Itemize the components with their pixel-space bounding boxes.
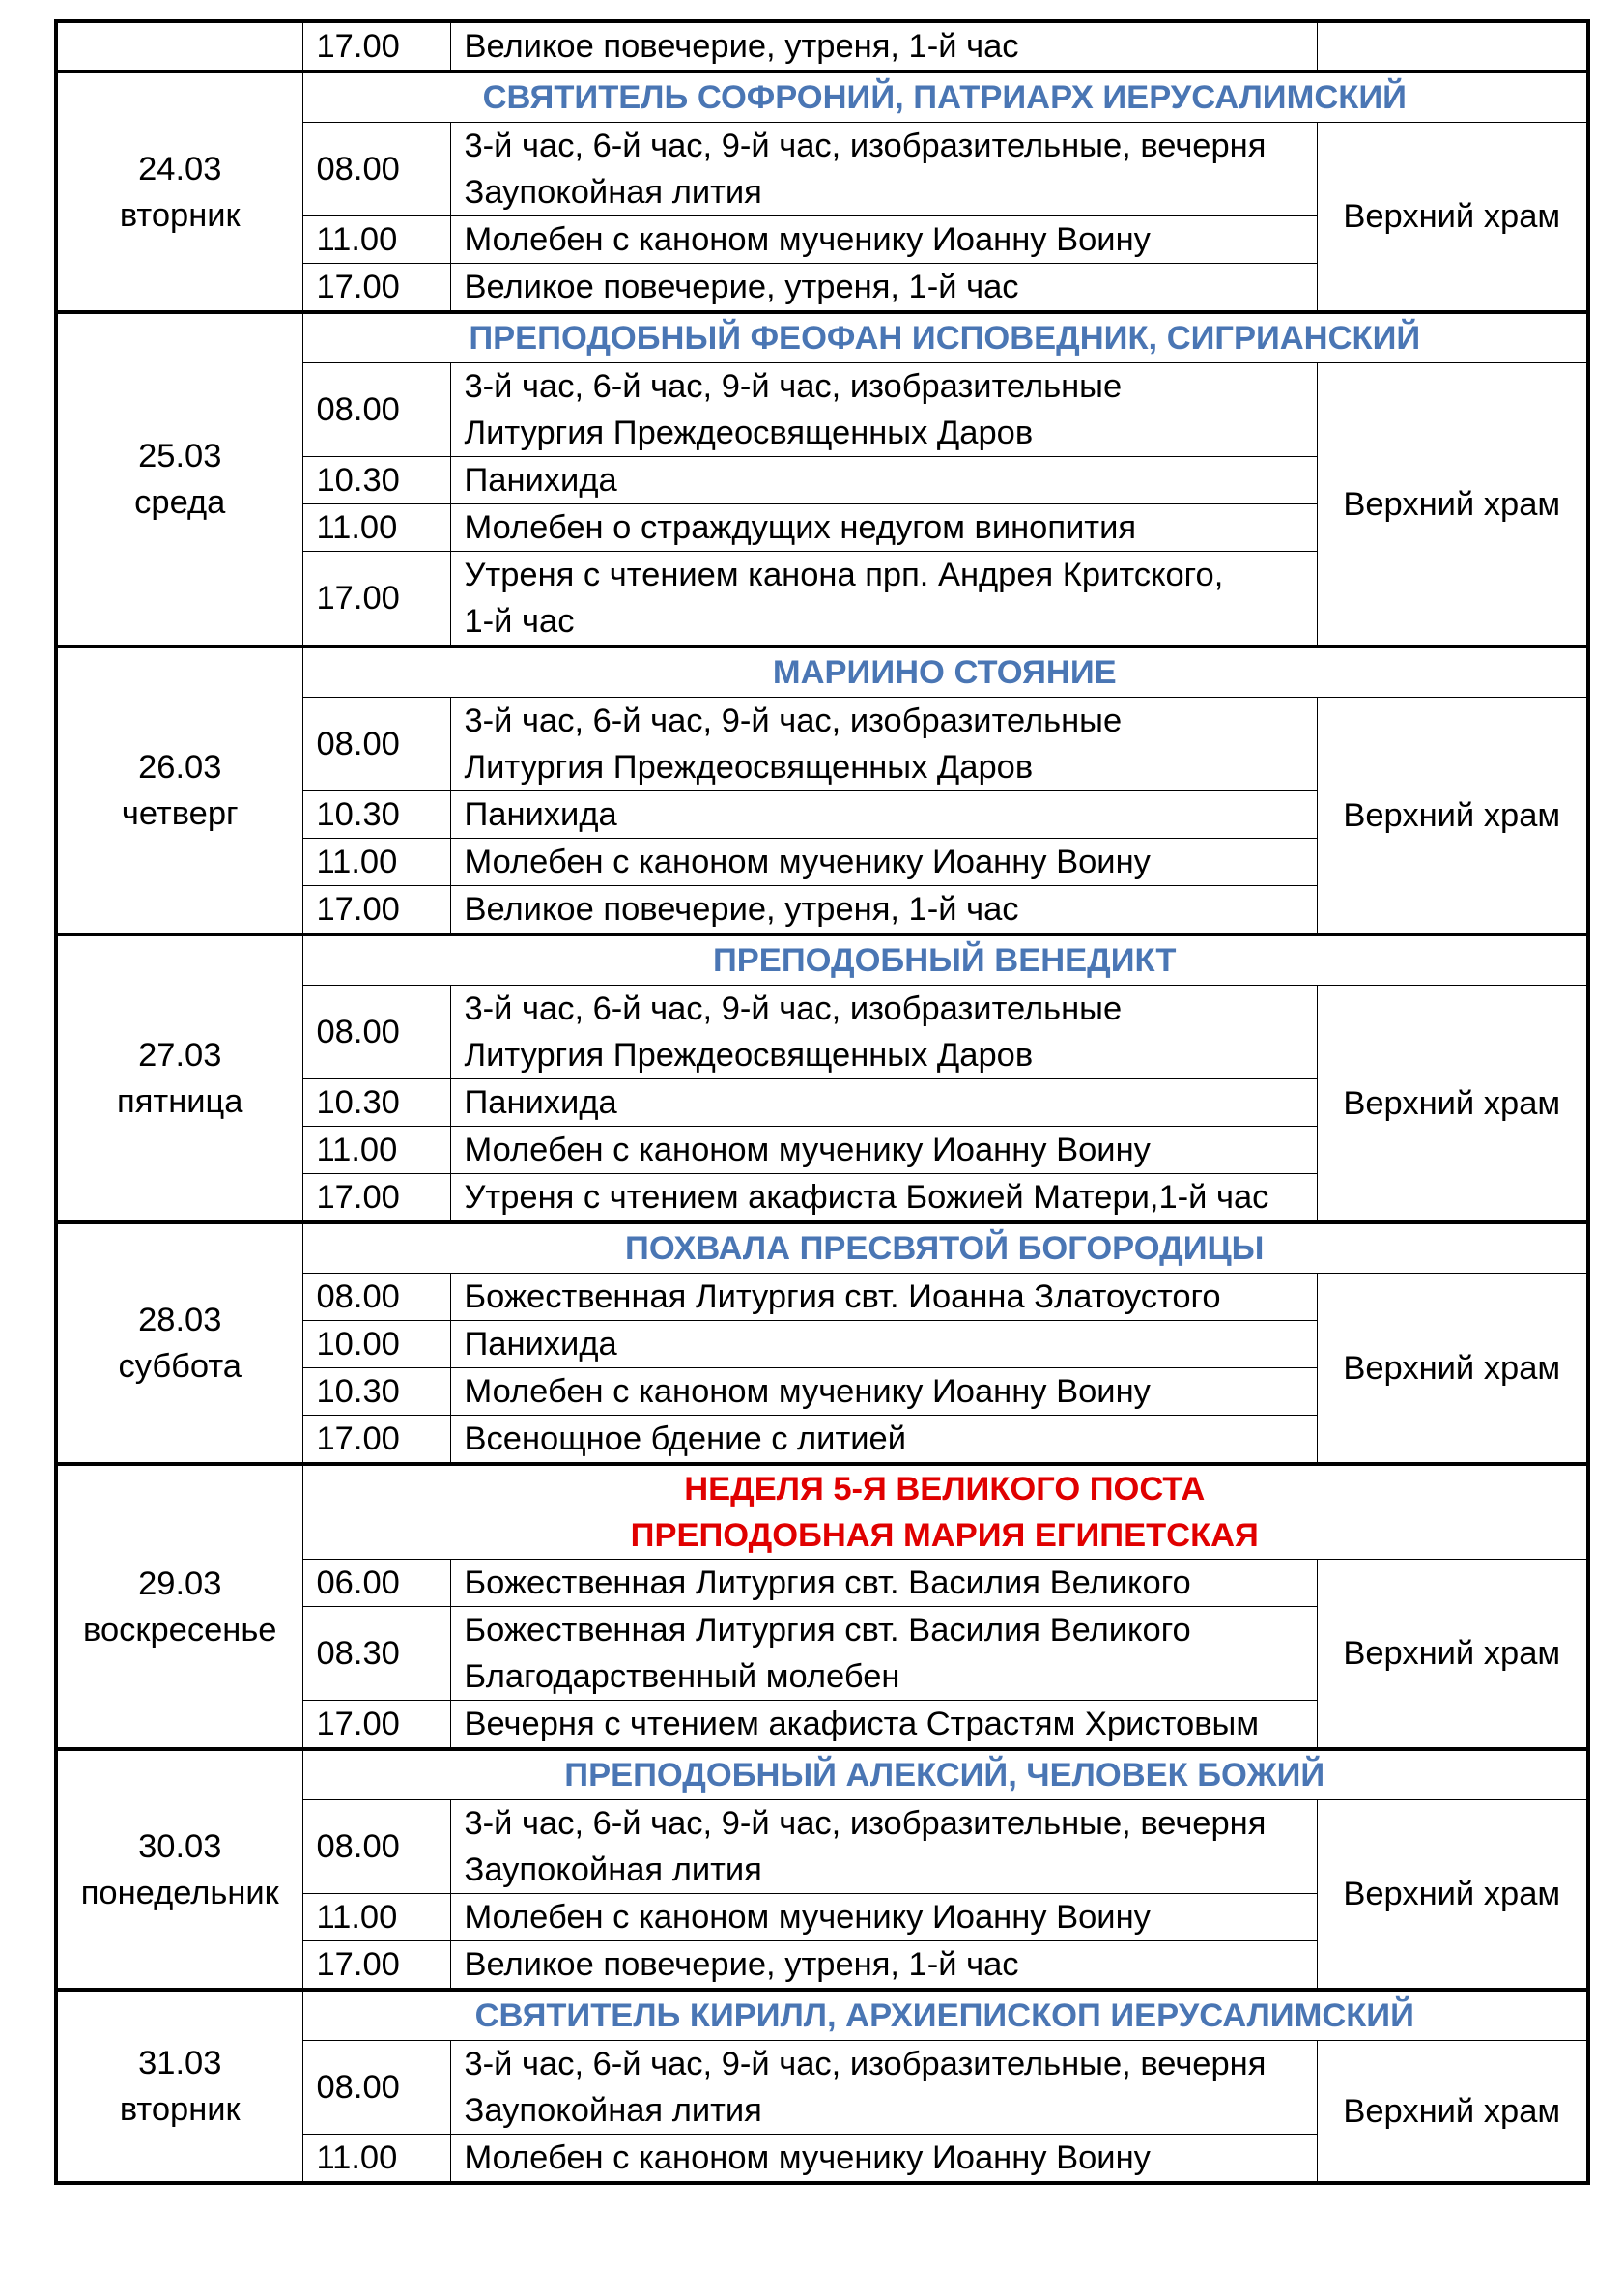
service-name	[450, 1701, 1317, 1750]
day-date: 30.03	[138, 1827, 222, 1865]
service-line: Панихида	[464, 796, 617, 833]
service-name	[450, 1560, 1317, 1607]
day-weekday: пятница	[117, 1083, 243, 1120]
day-date-cell	[56, 72, 302, 312]
feast-title	[302, 1749, 1588, 1800]
service-time: 17.00	[302, 1416, 450, 1465]
feast-title-line: ПРЕПОДОБНЫЙ АЛЕКСИЙ, ЧЕЛОВЕК БОЖИЙ	[564, 1757, 1325, 1794]
place-cell: Верхний храм	[1317, 2041, 1588, 2184]
service-line: Молебен с каноном мученику Иоанну Воину	[464, 1899, 1151, 1936]
service-name	[450, 1941, 1317, 1991]
place-cell: Верхний храм	[1317, 1560, 1588, 1750]
service-line: Панихида	[464, 1326, 617, 1363]
service-time: 08.00	[302, 698, 450, 791]
feast-title	[302, 1990, 1588, 2041]
service-line: Панихида	[464, 462, 617, 499]
place-cell: Верхний храм	[1317, 986, 1588, 1223]
day-weekday: четверг	[121, 795, 239, 832]
day-date: 29.03	[138, 1564, 222, 1602]
feast-title	[302, 1222, 1588, 1274]
day-date: 24.03	[138, 150, 222, 187]
service-line: 3-й час, 6-й час, 9-й час, изобразительные, вечерня	[464, 128, 1267, 164]
top-row	[56, 21, 1588, 72]
day-date: 27.03	[138, 1037, 222, 1074]
service-time: 11.00	[302, 2135, 450, 2184]
day-date-cell	[56, 1464, 302, 1749]
service-name	[450, 1368, 1317, 1416]
day-header-row	[56, 934, 1588, 986]
day-header-row	[56, 1464, 1588, 1560]
service-time: 17.00	[302, 552, 450, 647]
service-name	[450, 216, 1317, 264]
service-name	[450, 504, 1317, 552]
service-line: Литургия Преждеосвященных Даров	[464, 1037, 1034, 1074]
service-time: 11.00	[302, 1894, 450, 1941]
service-time: 10.30	[302, 791, 450, 839]
service-time: 08.00	[302, 1274, 450, 1321]
service-time: 17.00	[302, 1701, 450, 1750]
feast-title	[302, 72, 1588, 123]
day-weekday: вторник	[119, 2091, 241, 2128]
service-time: 11.00	[302, 839, 450, 886]
service-name: Великое повечерие, утреня, 1-й час	[450, 21, 1317, 72]
day-date: 28.03	[138, 1302, 222, 1338]
service-time: 08.00	[302, 363, 450, 457]
day-weekday: понедельник	[80, 1874, 279, 1911]
service-time: 10.30	[302, 457, 450, 504]
service-name	[450, 1127, 1317, 1174]
service-line: Литургия Преждеосвященных Даров	[464, 415, 1034, 451]
service-line: Божественная Литургия свт. Иоанна Златоустого	[464, 1278, 1221, 1315]
day-date-cell	[56, 312, 302, 646]
service-time: 11.00	[302, 504, 450, 552]
service-line: Молебен с каноном мученику Иоанну Воину	[464, 221, 1151, 258]
day-header-row	[56, 72, 1588, 123]
service-time: 17.00	[302, 1941, 450, 1991]
place-cell: Верхний храм	[1317, 1274, 1588, 1465]
service-line: Утреня с чтением акафиста Божией Матери,1-й час	[464, 1179, 1269, 1216]
service-name	[450, 791, 1317, 839]
place-cell-empty	[1317, 21, 1588, 72]
service-time: 17.00	[302, 264, 450, 313]
feast-title-line: ПРЕПОДОБНАЯ МАРИЯ ЕГИПЕТСКАЯ	[630, 1517, 1259, 1554]
service-line: Божественная Литургия свт. Василия Великого	[464, 1564, 1191, 1601]
service-line: 3-й час, 6-й час, 9-й час, изобразительные	[464, 368, 1123, 405]
feast-title	[302, 646, 1588, 698]
day-header-row	[56, 312, 1588, 363]
service-line: 1-й час	[464, 603, 575, 640]
feast-title-line: ПРЕПОДОБНЫЙ ВЕНЕДИКТ	[713, 942, 1177, 979]
day-date: 26.03	[138, 749, 222, 786]
day-date-cell	[56, 1222, 302, 1464]
service-line: Утреня с чтением канона прп. Андрея Критского,	[464, 557, 1224, 593]
day-date: 25.03	[138, 438, 222, 474]
service-time: 10.30	[302, 1079, 450, 1127]
service-time: 08.00	[302, 2041, 450, 2135]
feast-title	[302, 934, 1588, 986]
day-date-cell	[56, 934, 302, 1222]
feast-title	[302, 1464, 1588, 1560]
service-name	[450, 2135, 1317, 2184]
service-time: 06.00	[302, 1560, 450, 1607]
day-header-row	[56, 646, 1588, 698]
feast-title	[302, 312, 1588, 363]
day-header-row	[56, 1749, 1588, 1800]
place-cell: Верхний храм	[1317, 363, 1588, 647]
service-line: 3-й час, 6-й час, 9-й час, изобразительные, вечерня	[464, 2046, 1267, 2082]
feast-title-line: ПОХВАЛА ПРЕСВЯТОЙ БОГОРОДИЦЫ	[625, 1230, 1265, 1267]
service-line: 3-й час, 6-й час, 9-й час, изобразительные	[464, 703, 1123, 739]
feast-title-line: ПРЕПОДОБНЫЙ ФЕОФАН ИСПОВЕДНИК, СИГРИАНСКИЙ	[469, 320, 1421, 357]
service-line: Литургия Преждеосвященных Даров	[464, 749, 1034, 786]
service-time: 17.00	[302, 1174, 450, 1223]
service-name	[450, 2041, 1317, 2135]
place-cell: Верхний храм	[1317, 1800, 1588, 1991]
service-line: Заупокойная лития	[464, 1851, 762, 1888]
service-line: Молебен с каноном мученику Иоанну Воину	[464, 844, 1151, 880]
service-time: 08.00	[302, 986, 450, 1079]
day-header-row	[56, 1990, 1588, 2041]
day-header-row	[56, 1222, 1588, 1274]
service-name	[450, 1274, 1317, 1321]
service-line: Панихида	[464, 1084, 617, 1121]
service-time: 08.00	[302, 123, 450, 216]
service-name	[450, 1607, 1317, 1701]
service-name	[450, 1174, 1317, 1223]
service-line: Всенощное бдение с литией	[464, 1421, 906, 1457]
service-name	[450, 986, 1317, 1079]
service-name	[450, 1079, 1317, 1127]
service-line: Великое повечерие, утреня, 1-й час	[464, 1946, 1019, 1983]
place-cell: Верхний храм	[1317, 698, 1588, 935]
day-date-cell	[56, 646, 302, 934]
day-weekday: воскресенье	[83, 1611, 277, 1649]
feast-title-line: СВЯТИТЕЛЬ КИРИЛЛ, АРХИЕПИСКОП ИЕРУСАЛИМСКИЙ	[474, 1997, 1414, 2034]
service-line: Благодарственный молебен	[464, 1658, 900, 1695]
feast-title-line: МАРИИНО СТОЯНИЕ	[772, 654, 1117, 691]
service-line: Вечерня с чтением акафиста Страстям Христовым	[464, 1706, 1260, 1742]
day-date-cell	[56, 1749, 302, 1990]
service-name	[450, 1321, 1317, 1368]
service-line: 3-й час, 6-й час, 9-й час, изобразительные	[464, 990, 1123, 1027]
service-line: Молебен с каноном мученику Иоанну Воину	[464, 1373, 1151, 1410]
day-date: 31.03	[138, 2045, 222, 2081]
service-line: Заупокойная лития	[464, 174, 762, 211]
service-line: 3-й час, 6-й час, 9-й час, изобразительные, вечерня	[464, 1805, 1267, 1842]
service-line: Великое повечерие, утреня, 1-й час	[464, 269, 1019, 305]
feast-title-line: СВЯТИТЕЛЬ СОФРОНИЙ, ПАТРИАРХ ИЕРУСАЛИМСКИЙ	[482, 79, 1407, 116]
service-time: 10.30	[302, 1368, 450, 1416]
service-time: 17.00	[302, 21, 450, 72]
schedule-body	[56, 21, 1588, 2183]
service-line: Заупокойная лития	[464, 2092, 762, 2129]
schedule-table	[54, 19, 1590, 2185]
service-time: 08.30	[302, 1607, 450, 1701]
service-name	[450, 839, 1317, 886]
service-line: Молебен с каноном мученику Иоанну Воину	[464, 1132, 1151, 1168]
day-weekday: вторник	[119, 196, 241, 234]
service-name	[450, 363, 1317, 457]
service-name	[450, 552, 1317, 647]
day-weekday: суббота	[118, 1348, 242, 1385]
service-name	[450, 123, 1317, 216]
service-name	[450, 1416, 1317, 1465]
service-name	[450, 1894, 1317, 1941]
service-time: 11.00	[302, 1127, 450, 1174]
service-name	[450, 1800, 1317, 1894]
service-line: Молебен о страждущих недугом винопития	[464, 509, 1137, 546]
service-time: 08.00	[302, 1800, 450, 1894]
date-cell-empty	[56, 21, 302, 72]
feast-title-line: НЕДЕЛЯ 5-Я ВЕЛИКОГО ПОСТА	[684, 1471, 1206, 1507]
service-time: 17.00	[302, 886, 450, 935]
service-line: Молебен с каноном мученику Иоанну Воину	[464, 2139, 1151, 2176]
service-name	[450, 698, 1317, 791]
place-cell: Верхний храм	[1317, 123, 1588, 313]
service-time: 10.00	[302, 1321, 450, 1368]
service-time: 11.00	[302, 216, 450, 264]
service-line: Великое повечерие, утреня, 1-й час	[464, 891, 1019, 928]
service-line: Божественная Литургия свт. Василия Великого	[464, 1612, 1191, 1649]
service-name	[450, 886, 1317, 935]
day-date-cell	[56, 1990, 302, 2183]
service-name	[450, 457, 1317, 504]
service-name	[450, 264, 1317, 313]
day-weekday: среда	[134, 484, 226, 521]
